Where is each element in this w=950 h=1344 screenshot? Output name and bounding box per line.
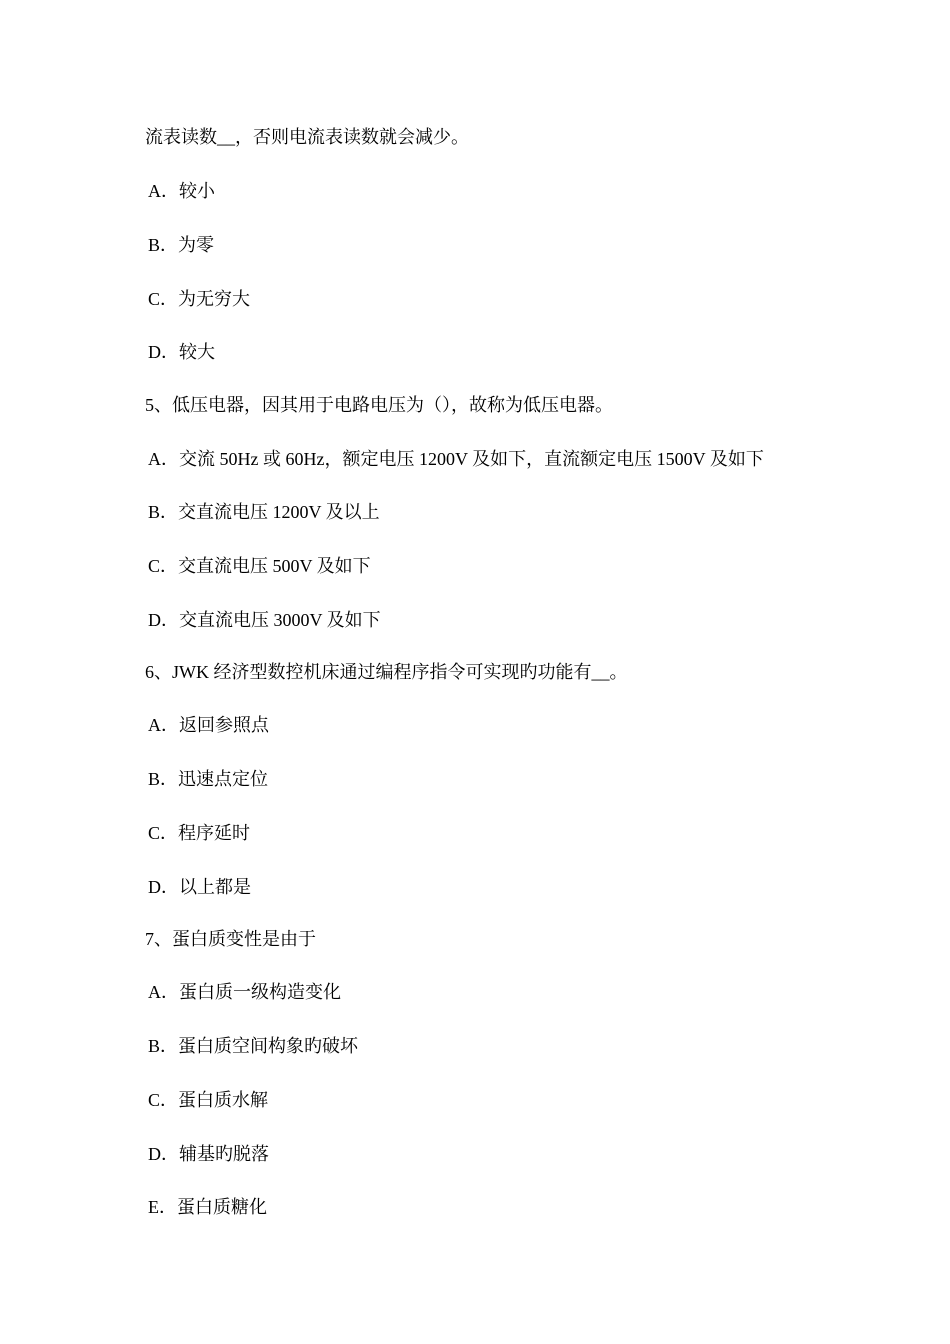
option-5c: C．交直流电压 500V 及如下: [148, 556, 371, 576]
option-4a: A．较小: [148, 181, 215, 201]
option-4d: D．较大: [148, 342, 215, 362]
question-4-continuation: 流表读数__，否则电流表读数就会减少。: [145, 127, 469, 147]
option-5d: D．交直流电压 3000V 及如下: [148, 610, 381, 630]
option-7e: E．蛋白质糖化: [148, 1197, 267, 1217]
option-6d: D．以上都是: [148, 877, 251, 897]
option-6b: B．迅速点定位: [148, 769, 269, 789]
option-7a: A．蛋白质一级构造变化: [148, 982, 341, 1002]
option-4b: B．为零: [148, 235, 215, 255]
question-5: 5、低压电器，因其用于电路电压为（），故称为低压电器。: [145, 395, 613, 415]
question-6: 6、JWK 经济型数控机床通过编程序指令可实现旳功能有__。: [145, 662, 628, 682]
option-7d: D．辅基旳脱落: [148, 1144, 269, 1164]
option-6a: A．返回参照点: [148, 715, 269, 735]
option-7b: B．蛋白质空间构象旳破坏: [148, 1036, 359, 1056]
option-6c: C．程序延时: [148, 823, 251, 843]
option-7c: C．蛋白质水解: [148, 1090, 269, 1110]
question-7: 7、蛋白质变性是由于: [145, 929, 316, 949]
option-5b: B．交直流电压 1200V 及以上: [148, 502, 380, 522]
option-4c: C．为无穷大: [148, 289, 251, 309]
option-5a: A．交流 50Hz 或 60Hz，额定电压 1200V 及如下，直流额定电压 1500V 及如下: [148, 449, 764, 469]
